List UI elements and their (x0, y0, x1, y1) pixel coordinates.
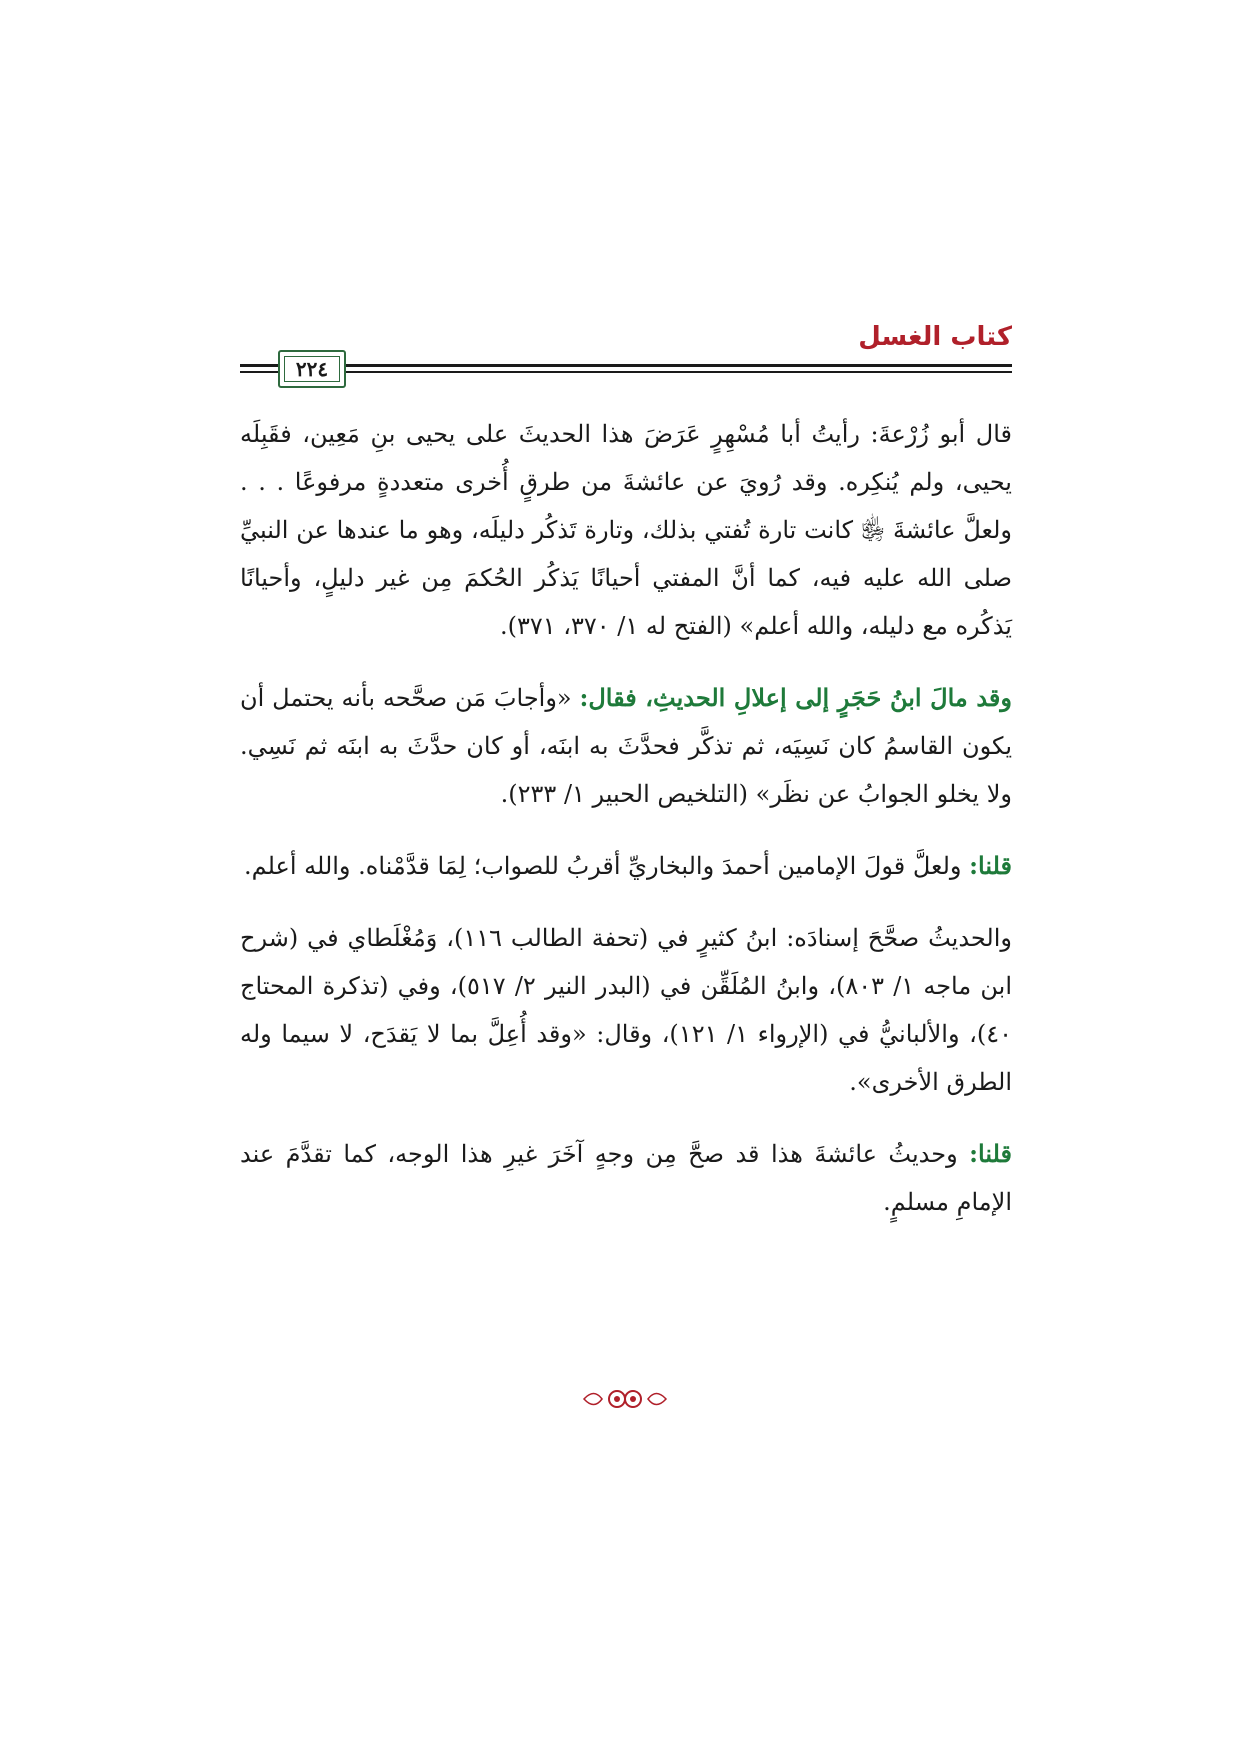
page-body (240, 410, 1012, 1250)
chapter-title: كتاب الغسل (858, 322, 1012, 352)
floral-divider-icon (580, 1384, 670, 1414)
paragraph-4: والحديثُ صحَّحَ إسنادَه: ابنُ كثيرٍ في (تحفة الطالب ١١٦)، وَمُغْلَطاي في (شرح ابن ماجه ١/ ٨٠٣)، وابنُ المُلَقِّن في (البدر النير ٢/ ٥١٧)، وفي (تذكرة المحتاج ٤٠)، والألبانيُّ في (الإرواء ١/ ١٢١)، وقال: «وقد أُعِلَّ بما لا يَقدَح، لا سيما وله الطرق الأخرى». (240, 924, 1013, 1096)
paragraph-5-text: وحديثُ عائشةَ هذا قد صحَّ مِن وجهٍ آخَرَ غيرِ هذا الوجه، كما تقدَّمَ عند الإمامِ مسلمٍ. (240, 1140, 1012, 1216)
header-rule-top (240, 364, 1012, 367)
header-rule-bottom (240, 371, 1012, 373)
paragraph-3 (240, 842, 1012, 890)
paragraph-5-lead: قلنا: (969, 1139, 1012, 1168)
page-number: ٢٢٤ (284, 356, 340, 382)
paragraph-1: قال أبو زُرْعةَ: رأيتُ أبا مُسْهِرٍ عَرَضَ هذا الحديثَ على يحيى بنِ مَعِين، فقَبِلَه يحيى، ولم يُنكِره. وقد رُويَ عن عائشةَ من طرقٍ أُخرى متعددةٍ مرفوعًا . . . ولعلَّ عائشةَ ﵂ كانت تارة تُفتي بذلك، وتارة تَذكُر دليلَه، وهو ما عندها عن النبيِّ صلى الله عليه فيه، كما أنَّ المفتي أحيانًا يَذكُر الحُكمَ مِن غير دليلٍ، وأحيانًا يَذكُره مع دليله، والله أعلم» (الفتح له ١/ ٣٧٠، ٣٧١). (240, 420, 1012, 640)
paragraph-2-text: «وأجابَ مَن صحَّحه بأنه يحتمل أن يكون القاسمُ كان نَسِيَه، ثم تذكَّر فحدَّثَ به ابنَه، أو كان حدَّثَ به ابنَه ثم نَسِي. ولا يخلو الجوابُ عن نظَر» (التلخيص الحبير ١/ ٢٣٣). (240, 684, 1012, 808)
paragraph-5 (240, 1130, 1012, 1226)
paragraph-2 (240, 674, 1012, 818)
page-number-frame (278, 350, 346, 388)
page-header (240, 322, 1012, 382)
paragraph-3-text: ولعلَّ قولَ الإمامين أحمدَ والبخاريِّ أقربُ للصواب؛ لِمَا قدَّمْناه. والله أعلم. (243, 852, 970, 880)
paragraph-3-lead: قلنا: (969, 851, 1012, 880)
paragraph-2-lead: وقد مالَ ابنُ حَجَرٍ إلى إعلالِ الحديثِ، فقال: (579, 683, 1012, 712)
